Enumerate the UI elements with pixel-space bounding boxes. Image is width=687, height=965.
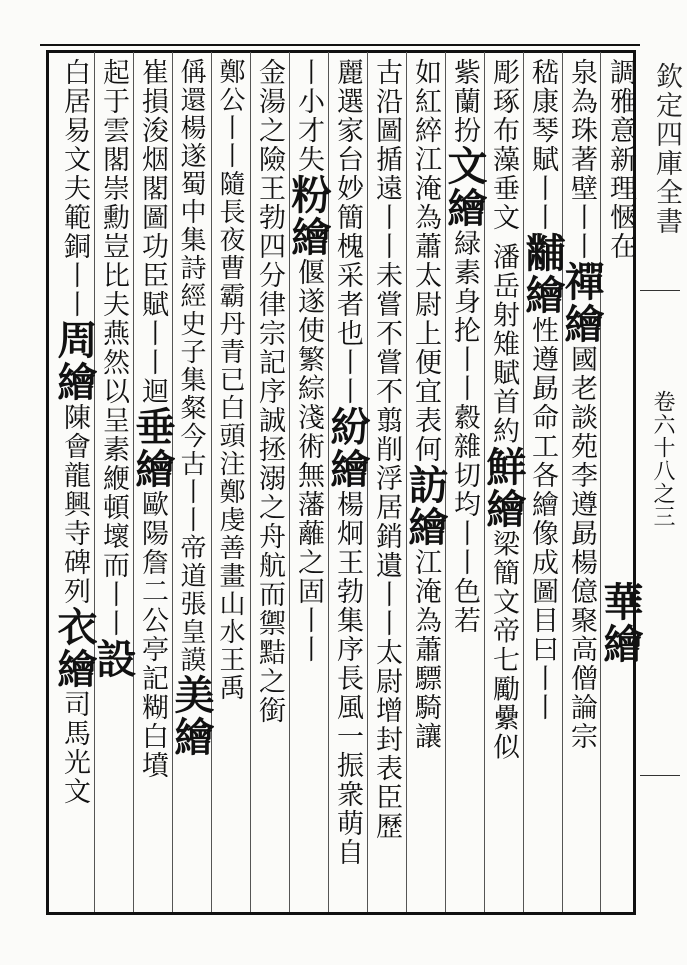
column-text: 太尉增封表臣歷 (371, 638, 402, 841)
text-column-15 (51, 58, 98, 908)
margin-divider-bottom (640, 775, 680, 776)
column-text: 調雅意新理愜在 (605, 58, 636, 261)
column-text: 紫蘭扮 (449, 58, 480, 145)
entry-heading: 美繪 (168, 674, 215, 758)
text-column-5 (441, 58, 488, 908)
entry-heading: 設 (90, 638, 137, 680)
text-column-9 (285, 58, 332, 908)
column-text: 鄭公丨丨隨長夜曹霸丹青已白頭注鄭虔善畫山水王禹 (215, 58, 245, 702)
column-text: 楊炯王勃集序長風一振衆萌自 (332, 490, 363, 867)
text-column-3 (519, 58, 566, 908)
column-rule (250, 52, 251, 912)
entry-heading: 垂繪 (129, 406, 176, 490)
column-text: 彫琢布藻垂文 (488, 58, 519, 232)
column-text: 國老談苑李遵勗楊億聚高僧論宗 (566, 345, 597, 751)
column-text: 泉為珠著壁丨丨 (566, 58, 597, 261)
entry-heading: 衣繪 (51, 606, 98, 690)
entry-heading: 訪繪 (402, 464, 449, 548)
column-text: 古沿圖揗遠丨丨未嘗不 (371, 58, 402, 348)
top-border-line (40, 44, 640, 46)
entry-heading: 鮮繪 (480, 445, 527, 530)
text-column-8 (324, 58, 371, 908)
entry-heading: 文繪 (441, 145, 488, 229)
column-rule (600, 52, 601, 912)
column-text: 嘗不翦削浮居銷遺丨丨 (371, 348, 402, 638)
column-text: 起于雲閣崇勳豈比夫燕然 (98, 58, 129, 377)
column-text: 王勃四分律宗記序誠拯溺之舟航而禦黠之銜 (254, 174, 285, 725)
column-text: 緑素身抡丨丨 (449, 229, 480, 403)
column-text: 江淹為蕭驃騎讓 (410, 548, 441, 751)
column-text: 江淹為蕭太尉上便宜表何 (410, 145, 441, 464)
column-text: 性遵勗命工各繪像成圖目曰丨丨 (527, 316, 558, 722)
text-column-13 (129, 58, 176, 908)
entry-heading: 黼繪 (519, 232, 566, 316)
entry-heading: 紛繪 (324, 406, 371, 490)
text-column-12 (168, 58, 215, 908)
column-text: 縠雜切均丨丨色若 (449, 403, 480, 635)
text-column-10 (254, 58, 284, 908)
book-title: 欽定四庫全書 (651, 62, 682, 236)
text-column-11 (215, 58, 245, 908)
column-text: 司馬光文 (59, 690, 90, 806)
column-text: 丨小才失 (293, 58, 324, 174)
text-column-1 (597, 58, 644, 908)
text-column-14 (90, 58, 137, 908)
column-text: 以呈素緶頓壞而丨丨 (98, 377, 129, 638)
entry-heading: 禪繪 (558, 261, 605, 345)
entry-heading: 華繪 (597, 581, 644, 665)
column-text: 金湯之險 (254, 58, 285, 174)
column-text: 白居易文夫範銅丨丨 (59, 58, 90, 319)
column-rule (562, 52, 563, 912)
column-text: 嵇康琴賦丨丨 (527, 58, 558, 232)
margin-divider-top (640, 290, 680, 291)
text-column-7 (371, 58, 401, 908)
column-text: 梁簡文帝七勵纍似 (488, 529, 519, 762)
text-column-6 (402, 58, 449, 908)
column-text: 偁還楊遂蜀中集詩經史子集粲今古丨丨帝道張皇謨 (176, 58, 206, 674)
column-text: 如紅綷 (410, 58, 441, 145)
column-text: 潘岳射雉賦首約 (488, 242, 519, 446)
column-rule (211, 52, 212, 912)
column-text: 迴 (137, 377, 168, 406)
column-rule (94, 52, 95, 912)
entry-heading: 周繪 (51, 319, 98, 403)
entry-heading: 粉繪 (285, 174, 332, 258)
column-text: 麗選家台妙簡槐采者也丨丨 (332, 58, 363, 406)
column-text: 歐陽詹二公亭記糊白墳 (137, 490, 168, 780)
column-text: 陳會龍興寺碑列 (59, 403, 90, 606)
column-text: 崔損浚烟閣圖功臣賦丨丨 (137, 58, 168, 377)
text-column-2 (558, 58, 605, 908)
volume-label: 卷六十八之三 (650, 390, 675, 528)
column-text: 偃遂使繁綜淺術無藩蘺之固丨丨 (293, 258, 324, 664)
text-column-4 (480, 58, 527, 908)
